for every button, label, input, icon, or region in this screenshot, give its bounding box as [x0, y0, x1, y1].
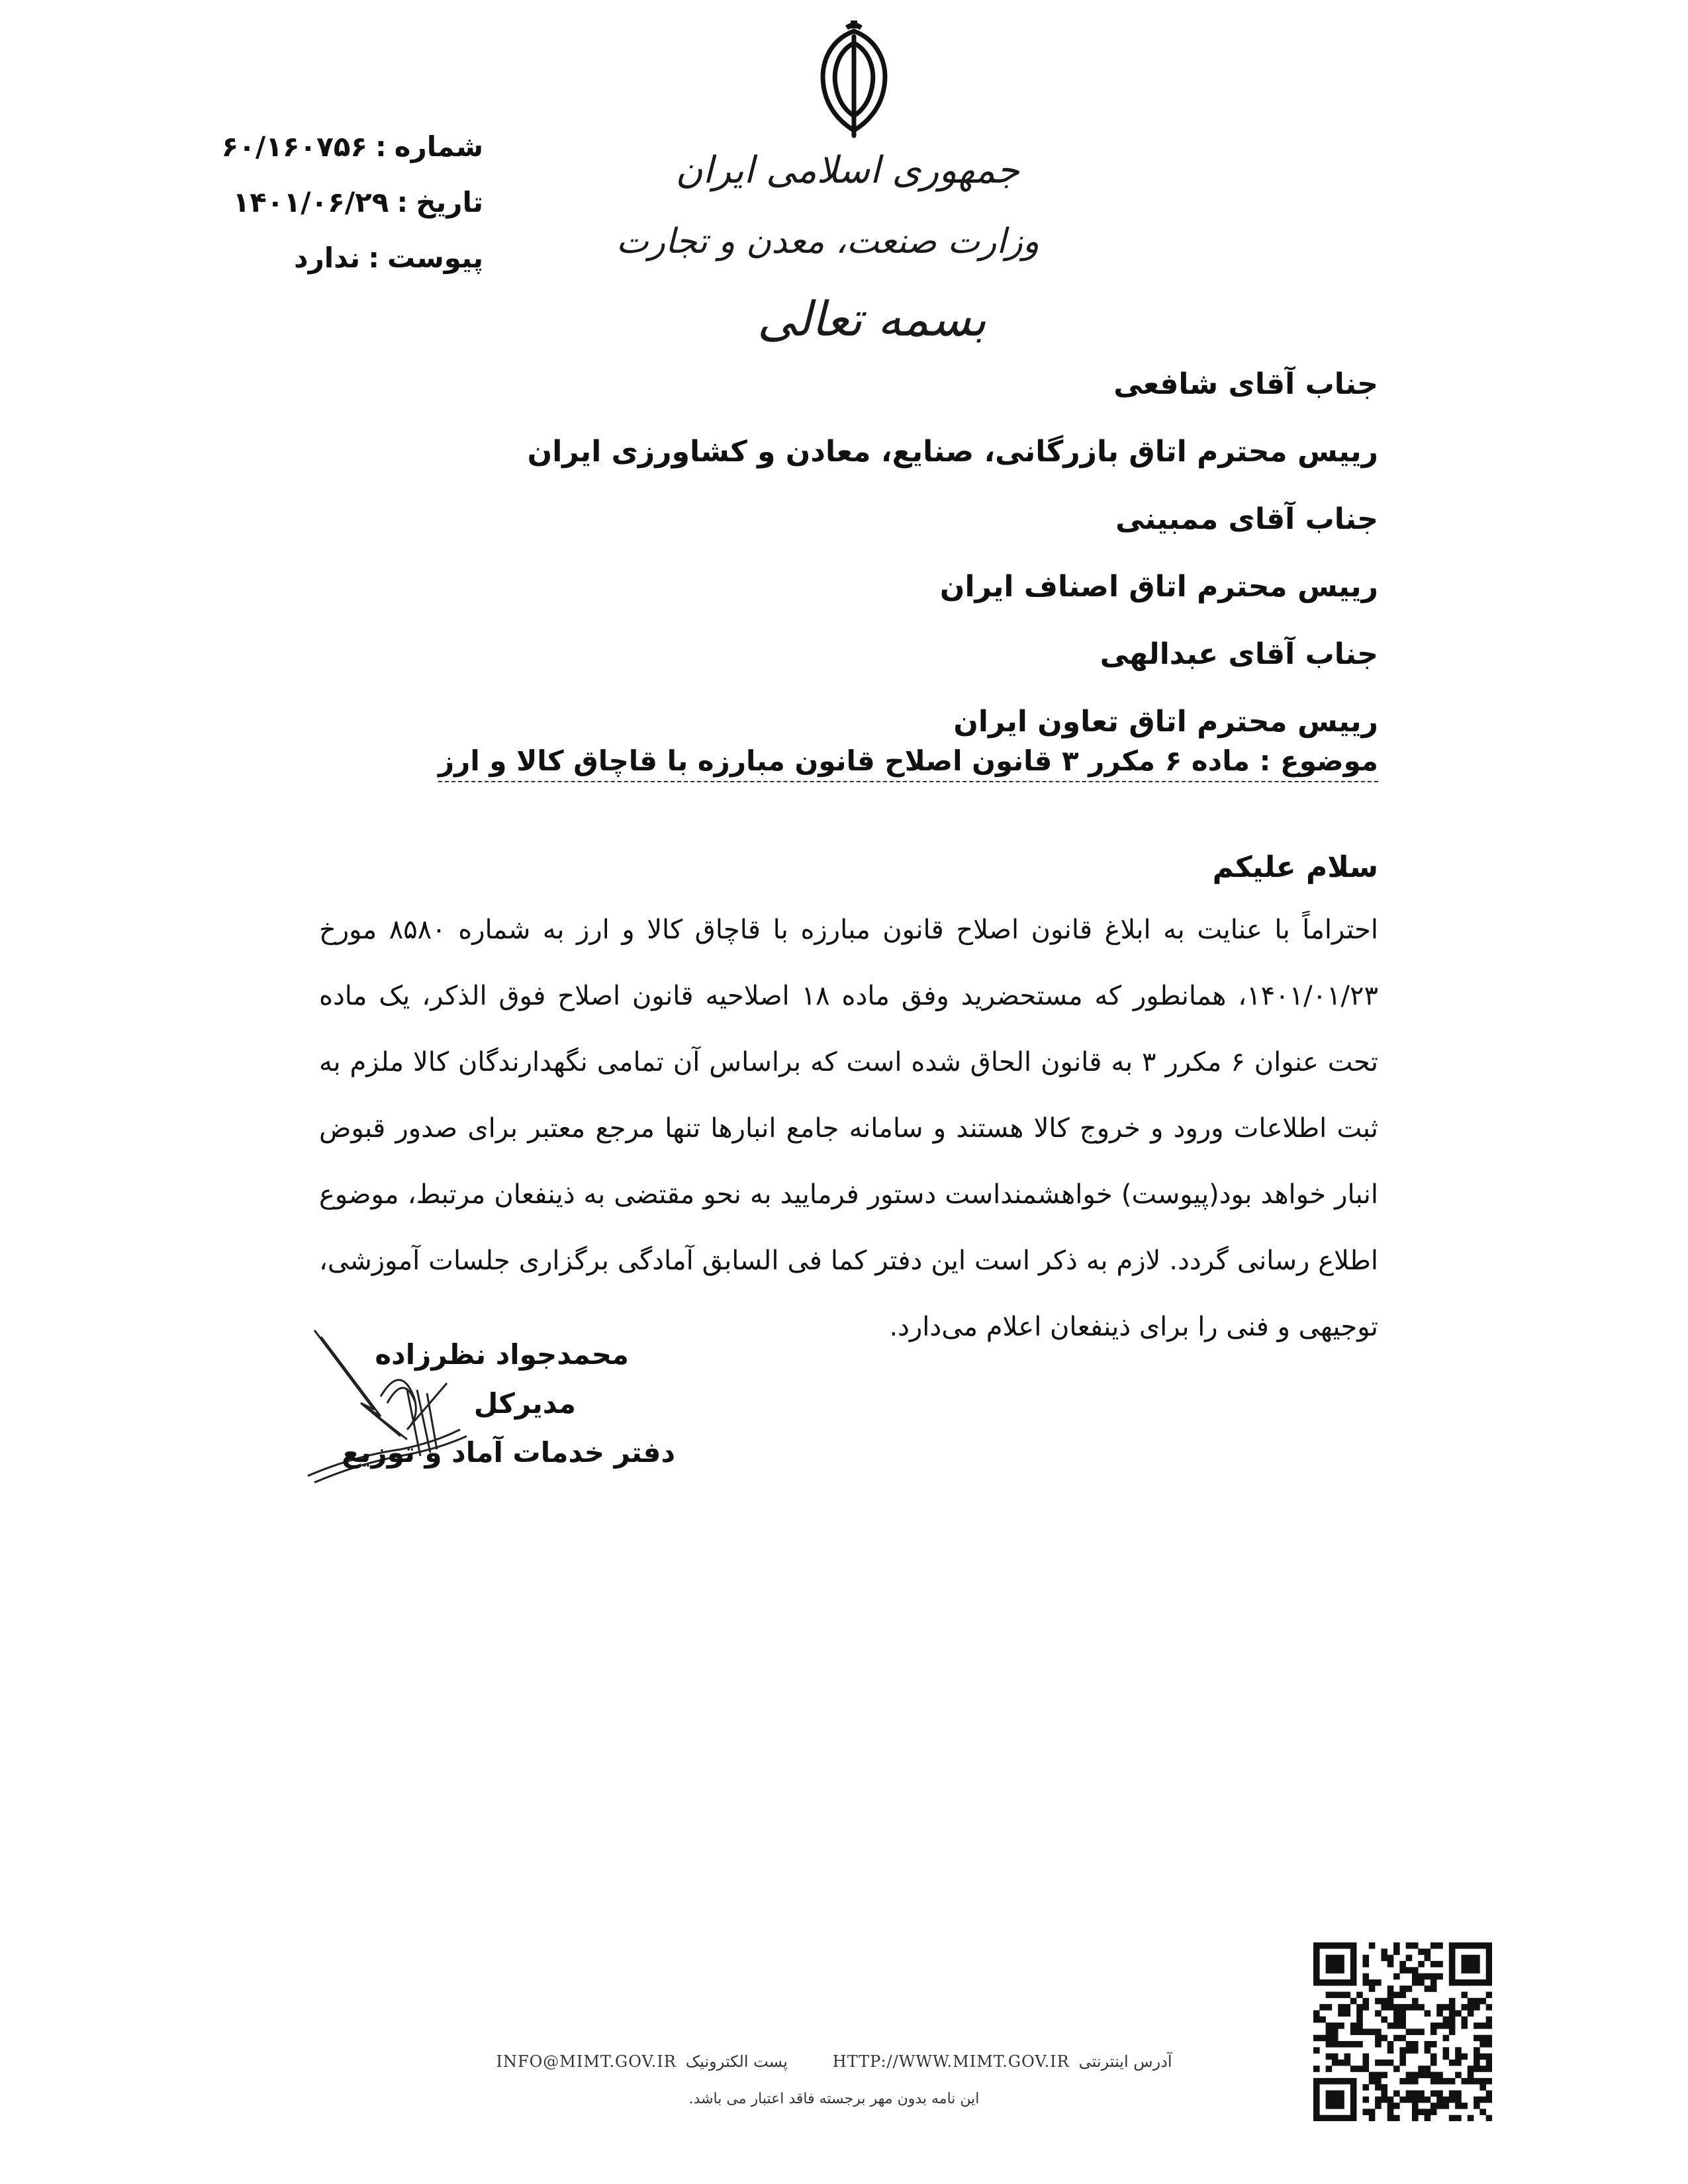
date-value: ۱۴۰۱/۰۶/۲۹: [232, 186, 389, 218]
addressee-line: رییس محترم اتاق تعاون ایران: [953, 705, 1378, 739]
republic-title: جمهوری اسلامی ایران: [675, 149, 1019, 192]
attachment-separator: :: [368, 242, 379, 274]
website-label: آدرس اینترنتی: [1078, 2052, 1172, 2071]
website-link[interactable]: HTTP://WWW.MIMT.GOV.IR: [832, 2052, 1070, 2071]
qr-code-icon: [1313, 1942, 1492, 2121]
signature-block: [305, 1330, 675, 1477]
validity-note: این نامه بدون مهر برجسته فاقد اعتبار می باشد.: [688, 2091, 980, 2107]
number-label: شماره: [394, 130, 483, 163]
signer-title: مدیرکل: [473, 1387, 576, 1420]
date-row: [199, 175, 483, 230]
addressee-line: جناب آقای عبدالهی: [1100, 637, 1378, 671]
ministry-title: وزارت صنعت، معدن و تجارت: [616, 222, 1039, 261]
addressee-line: رییس محترم اتاق اصناف ایران: [939, 570, 1378, 604]
footer-contact-row: [463, 2048, 1205, 2075]
attachment-row: [199, 230, 483, 286]
signer-office: دفتر خدمات آماد و توزیع: [342, 1436, 675, 1469]
iran-emblem-icon: [804, 17, 904, 142]
number-separator: :: [375, 130, 387, 163]
letter-body: احتراماً با عنایت به ابلاغ قانون اصلاح قانون مبارزه با قاچاق کالا و ارز به شماره ۸۵۸۰ مورخ ۱۴۰۱/۰۱/۲۳، همانطور که مستحضرید وفق ماده ۱۸ اصلاحیه قانون اصلاح فوق الذکر، یک ماده تحت عنوان ۶ مکرر ۳ به قانون الحاق شده است که براساس آن تمامی نگهدارندگان کالا ملزم به ثبت اطلاعات ورود و خروج کالا هستند و سامانه جامع انبارها تنها مرجع معتبر برای صدور قبوض انبار خواهد بود(پیوست) خواهشمنداست دستور فرمایید به نحو مقتضی به ذینفعان مرتبط، موضوع اطلاع رسانی گردد. لازم به ذکر است این دفتر کما فی السابق آمادگی برگزاری جلسات آموزشی، توجیهی و فنی را برای ذینفعان اعلام می‌دارد.: [319, 915, 1378, 1342]
email-link[interactable]: INFO@MIMT.GOV.IR: [496, 2052, 677, 2071]
greeting: سلام علیکم: [1212, 850, 1378, 884]
attachment-value: ندارد: [294, 242, 361, 274]
addressee-line: جناب آقای ممبینی: [1115, 502, 1378, 536]
number-row: [199, 119, 483, 175]
email-label: پست الکترونیک: [685, 2052, 788, 2071]
subject-line: موضوع : ماده ۶ مکرر ۳ قانون اصلاح قانون مبارزه با قاچاق کالا و ارز: [438, 745, 1378, 782]
basmala: بسمه تعالی: [757, 291, 986, 347]
addressee-line: رییس محترم اتاق بازرگانی، صنایع، معادن و کشاورزی ایران: [527, 435, 1378, 469]
number-value: ۶۰/۱۶۰۷۵۶: [221, 130, 367, 163]
date-separator: :: [397, 186, 408, 218]
addressee-line: جناب آقای شافعی: [1113, 367, 1378, 401]
date-label: تاریخ: [416, 186, 483, 218]
signer-name: محمدجواد نظرزاده: [375, 1338, 629, 1371]
letter-meta: [199, 119, 483, 286]
attachment-label: پیوست: [387, 242, 483, 274]
footer: [463, 2048, 1205, 2109]
addressee-list: [319, 351, 1378, 756]
